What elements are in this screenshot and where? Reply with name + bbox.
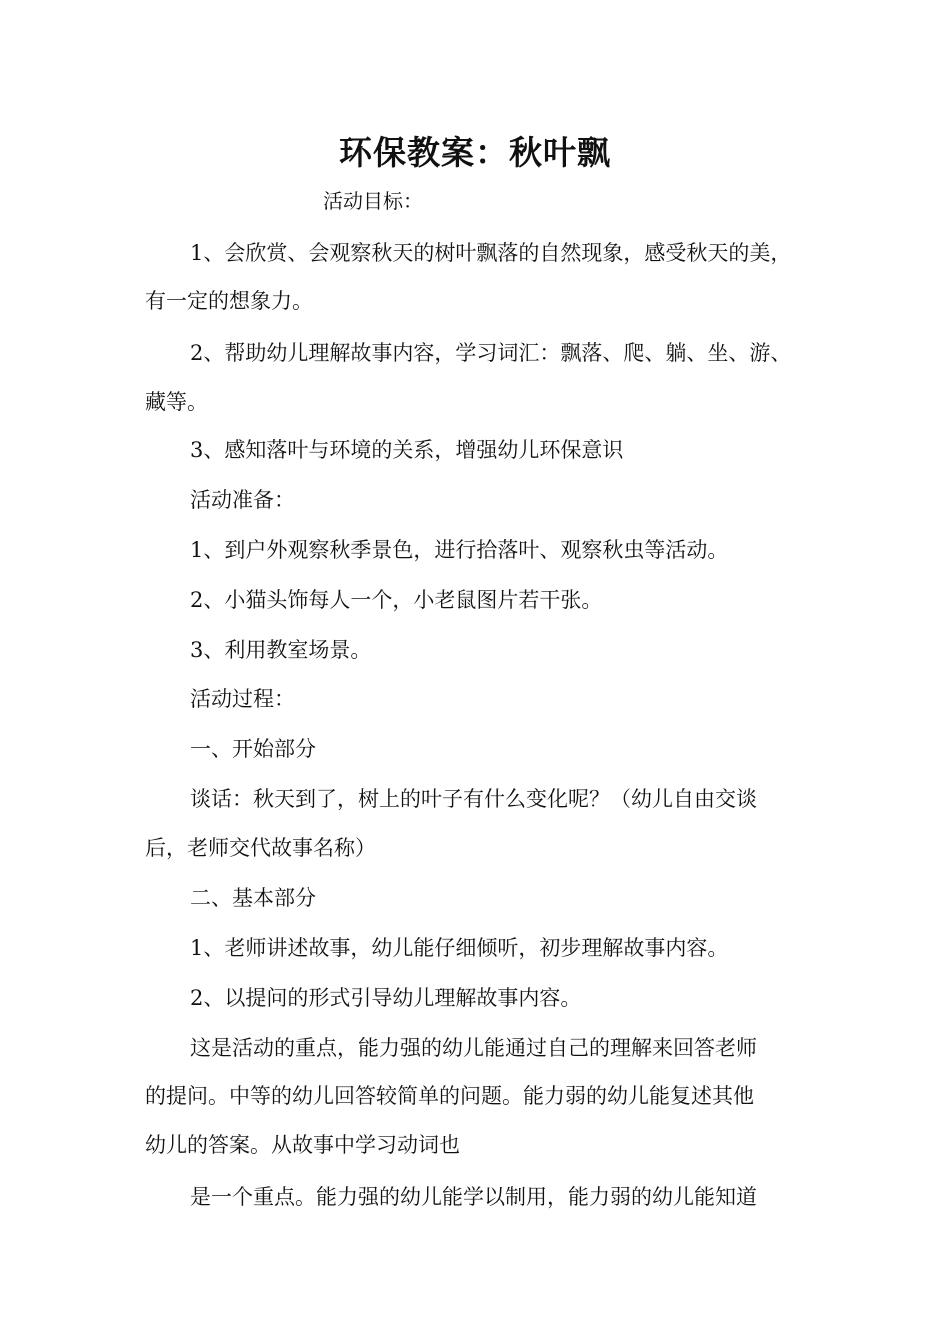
paragraph-line: 2、帮助幼儿理解故事内容，学习词汇：飘落、爬、躺、坐、游、 [190,341,792,365]
paragraph-line: 1、老师讲述故事，幼儿能仔细倾听，初步理解故事内容。 [190,936,729,960]
paragraph-line: 3、利用教室场景。 [190,638,372,662]
paragraph-line: 这是活动的重点，能力强的幼儿能通过自己的理解来回答老师 [190,1036,757,1060]
paragraph-line: 有一定的想象力。 [145,289,313,313]
section-heading-goals: 活动目标： [323,189,423,213]
section-heading-preparation: 活动准备： [190,488,295,512]
paragraph-line: 3、感知落叶与环境的关系，增强幼儿环保意识 [190,438,624,462]
paragraph-line: 幼儿的答案。从故事中学习动词也 [145,1133,460,1157]
subsection-heading-start: 一、开始部分 [190,737,316,761]
paragraph-line: 的提问。中等的幼儿回答较简单的问题。能力弱的幼儿能复述其他 [145,1084,754,1108]
paragraph-line: 藏等。 [145,390,208,414]
paragraph-line: 2、以提问的形式引导幼儿理解故事内容。 [190,986,582,1010]
paragraph-line: 是一个重点。能力强的幼儿能学以制用，能力弱的幼儿能知道 [190,1185,757,1209]
paragraph-line: 2、小猫头饰每人一个，小老鼠图片若干张。 [190,588,603,612]
document-title: 环保教案：秋叶飘 [339,133,611,172]
paragraph-line: 1、会欣赏、会观察秋天的树叶飘落的自然现象，感受秋天的美， [190,241,792,265]
paragraph-line: 谈话：秋天到了，树上的叶子有什么变化呢？（幼儿自由交谈 [190,787,757,811]
subsection-heading-basic: 二、基本部分 [190,886,316,910]
section-heading-process: 活动过程： [190,687,295,711]
paragraph-line: 1、到户外观察秋季景色，进行拾落叶、观察秋虫等活动。 [190,538,729,562]
paragraph-line: 后，老师交代故事名称） [145,836,376,860]
